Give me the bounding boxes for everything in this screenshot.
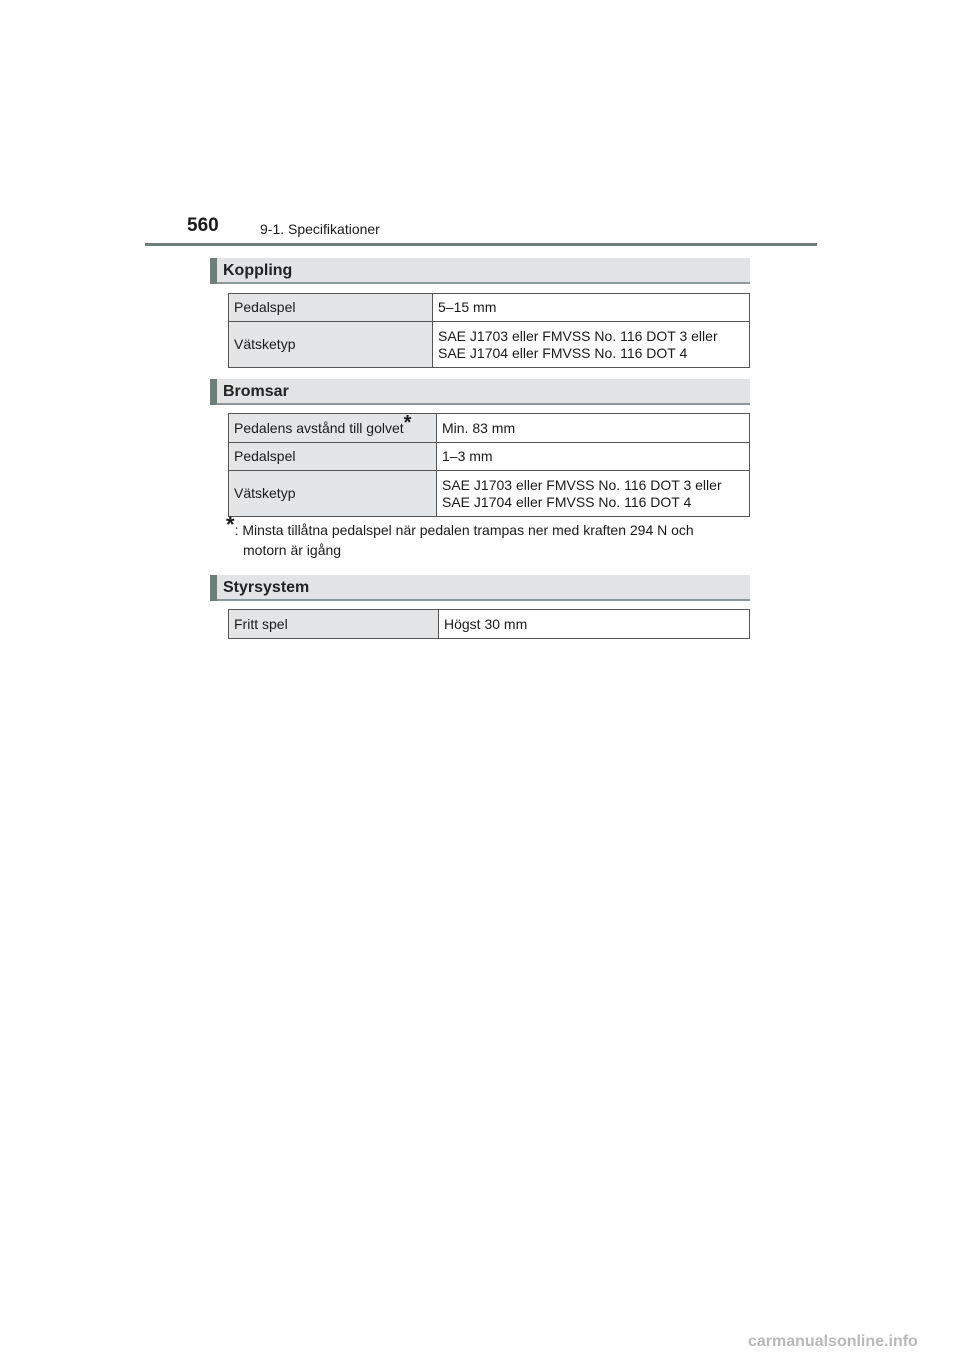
section-bromsar-bar <box>210 379 750 405</box>
spec-value-line: SAE J1704 eller FMVSS No. 116 DOT 4 <box>438 344 688 361</box>
section-bromsar-title: Bromsar <box>223 383 289 400</box>
section-styrsystem-title: Styrsystem <box>223 579 310 596</box>
spec-value: 1–3 mm <box>437 443 750 471</box>
section-styrsystem-bar <box>210 575 750 601</box>
footnote <box>226 512 746 560</box>
section-koppling-title: Koppling <box>223 262 293 279</box>
spec-value: Högst 30 mm <box>439 610 750 639</box>
spec-value <box>433 322 750 368</box>
spec-value: 5–15 mm <box>433 294 750 322</box>
section-koppling-bar <box>210 258 750 284</box>
header-rule <box>145 243 817 246</box>
spec-value-line: SAE J1703 eller FMVSS No. 116 DOT 3 eller <box>442 476 722 493</box>
spec-key: Pedalspel <box>229 443 437 471</box>
spec-value-line: SAE J1704 eller FMVSS No. 116 DOT 4 <box>442 493 692 510</box>
spec-value <box>437 471 750 517</box>
table-row <box>229 471 750 517</box>
footnote-marker: * <box>226 512 235 537</box>
spec-value-line: SAE J1703 eller FMVSS No. 116 DOT 3 eller <box>438 327 718 344</box>
page-number: 560 <box>187 215 219 236</box>
spec-key-text: Pedalens avstånd till golvet <box>234 419 404 436</box>
footnote-text-continued: motorn är igång <box>243 542 342 558</box>
table-row <box>229 610 750 639</box>
watermark: carmanualsonline.info <box>748 1333 918 1350</box>
footnote-marker: * <box>403 411 412 434</box>
spec-key: Vätsketyp <box>229 322 433 368</box>
koppling-table <box>228 293 750 368</box>
spec-key: Fritt spel <box>229 610 439 639</box>
spec-key: Vätsketyp <box>229 471 437 517</box>
table-row <box>229 414 750 443</box>
spec-value: Min. 83 mm <box>437 414 750 443</box>
bromsar-table <box>228 413 750 517</box>
table-row <box>229 294 750 322</box>
table-row <box>229 322 750 368</box>
styrsystem-table <box>228 609 750 639</box>
footnote-text: : Minsta tillåtna pedalspel när pedalen trampas ner med kraften 294 N och <box>234 522 694 538</box>
chapter-title: 9-1. Specifikationer <box>260 221 380 237</box>
table-row <box>229 443 750 471</box>
spec-key <box>229 411 437 443</box>
spec-key: Pedalspel <box>229 294 433 322</box>
